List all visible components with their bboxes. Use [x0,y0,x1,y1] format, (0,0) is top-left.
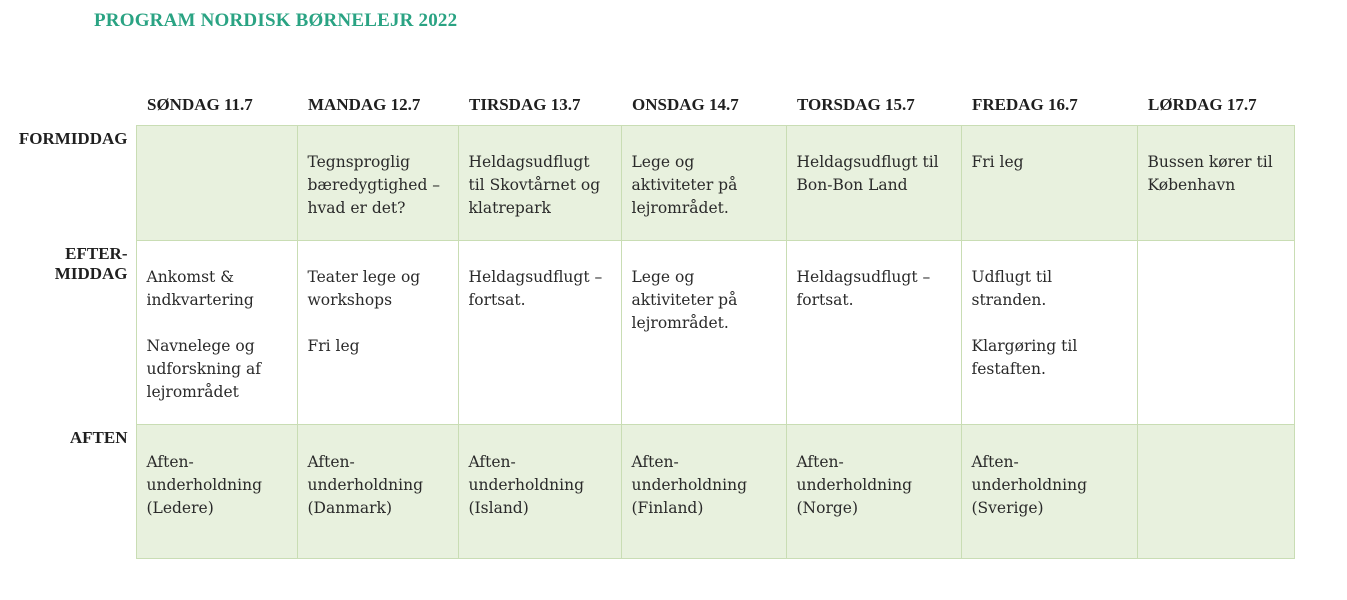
cell-text-line: Tegnsproglig [307,152,411,171]
cell-text-line: MIDDAG [54,264,128,283]
cell-text-line: Heldagsudflugt – [796,267,931,286]
cell-text-line: Lege og [631,152,695,171]
cell-text-line: Fri leg [971,152,1024,171]
schedule-cell [786,240,961,424]
cell-text-line: Udflugt til [971,267,1053,286]
cell-text-line: (Island) [468,498,529,517]
cell-text-line: festaften. [971,359,1046,378]
cell-text-line: Heldagsudflugt – [468,267,603,286]
day-header: FREDAG 16.7 [972,95,1078,115]
cell-text-line: fortsat. [796,290,854,309]
corner-cell [5,86,136,125]
cell-text-line: AFTEN [69,428,128,447]
day-header-row [5,86,1294,125]
cell-text-line: Lege og [631,267,695,286]
cell-text-line: hvad er det? [307,198,406,217]
page-title: PROGRAM NORDISK BØRNELEJR 2022 [94,10,458,31]
cell-text-line: København [1147,175,1236,194]
schedule-cell [961,424,1137,558]
schedule-cell [786,125,961,240]
row-formiddag [5,125,1294,240]
cell-text-line: (Sverige) [971,498,1044,517]
cell-text-line: underholdning [468,475,585,494]
day-header: TIRSDAG 13.7 [469,95,581,115]
day-header: TORSDAG 15.7 [797,95,915,115]
schedule-cell [297,240,458,424]
schedule-table [5,86,1295,559]
cell-text-line: klatrepark [468,198,551,217]
line-gap [147,312,289,335]
line-gap [308,312,450,335]
cell-text-line: EFTER- [65,244,128,263]
schedule-cell [136,240,297,424]
cell-text-line: underholdning [971,475,1088,494]
cell-text-line: udforskning af [146,359,261,378]
day-header: MANDAG 12.7 [308,95,421,115]
schedule-cell [297,125,458,240]
cell-text-line: underholdning [796,475,913,494]
day-header: ONSDAG 14.7 [632,95,739,115]
row-label-eftermiddag [5,240,136,424]
cell-text-line: FORMIDDAG [18,129,128,148]
cell-text-line: Aften- [971,452,1019,471]
cell-text-line: underholdning [307,475,424,494]
schedule-cell [786,424,961,558]
schedule-cell [621,424,786,558]
cell-text-line: Heldagsudflugt [468,152,590,171]
cell-text-line: aktiviteter på [631,290,738,309]
cell-text-line: Fri leg [307,336,360,355]
cell-text-line: aktiviteter på [631,175,738,194]
row-aften [5,424,1294,558]
cell-text-line: (Danmark) [307,498,392,517]
cell-text-line: Bussen kører til [1147,152,1273,171]
schedule-cell [961,240,1137,424]
schedule-cell [458,424,621,558]
cell-text-line: bæredygtighed – [307,175,441,194]
cell-text-line: Navnelege og [146,336,255,355]
row-eftermiddag [5,240,1294,424]
schedule-cell [458,125,621,240]
cell-text-line: workshops [307,290,393,309]
schedule-cell [961,125,1137,240]
day-header: SØNDAG 11.7 [147,95,253,115]
cell-text-line: fortsat. [468,290,526,309]
cell-text-line: lejrområdet. [631,198,729,217]
schedule-cell [1137,125,1294,240]
row-label-aften [5,424,136,558]
cell-text-line: stranden. [971,290,1047,309]
schedule-cell [621,125,786,240]
schedule-cell [297,424,458,558]
schedule-cell [136,424,297,558]
cell-text-line: Ankomst & [146,267,235,286]
cell-text-line: Aften- [146,452,194,471]
cell-text-line: Teater lege og [307,267,421,286]
cell-text-line: Klargøring til [971,336,1078,355]
schedule-cell [621,240,786,424]
cell-text-line: Bon-Bon Land [796,175,908,194]
cell-text-line: Aften- [307,452,355,471]
row-label-formiddag [5,125,136,240]
cell-text-line: Aften- [796,452,844,471]
cell-text-line: (Norge) [796,498,858,517]
schedule-cell [1137,424,1294,558]
day-header: LØRDAG 17.7 [1148,95,1257,115]
cell-text-line: indkvartering [146,290,254,309]
schedule-cell [1137,240,1294,424]
cell-text-line: underholdning [631,475,748,494]
cell-text-line: Heldagsudflugt til [796,152,939,171]
cell-text-line: Aften- [468,452,516,471]
cell-text-line: (Finland) [631,498,704,517]
schedule-cell [136,125,297,240]
cell-text-line: Aften- [631,452,679,471]
line-gap [972,312,1129,335]
cell-text-line: underholdning [146,475,263,494]
cell-text-line: lejrområdet. [631,313,729,332]
cell-text-line: til Skovtårnet og [468,175,601,194]
schedule-cell [458,240,621,424]
cell-text-line: (Ledere) [146,498,214,517]
cell-text-line: lejrområdet [146,382,239,401]
